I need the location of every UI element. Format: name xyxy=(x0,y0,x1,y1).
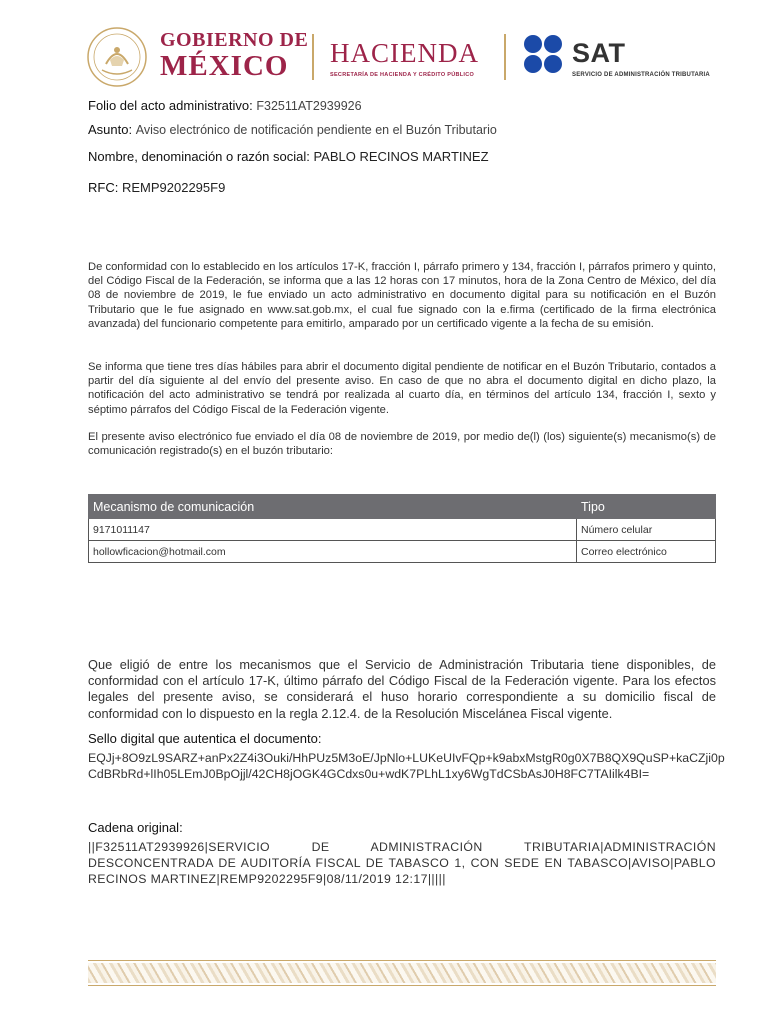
cadena-label: Cadena original: xyxy=(88,820,183,835)
nombre-field xyxy=(88,149,489,164)
table-cell-tipo: Correo electrónico xyxy=(577,541,716,563)
sat-dots-icon xyxy=(523,34,567,78)
rfc-label: RFC: xyxy=(88,180,119,195)
nombre-value: PABLO RECINOS MARTINEZ xyxy=(313,149,489,164)
rfc-value: REMP9202295F9 xyxy=(121,180,226,195)
gobierno-de-mexico-logo xyxy=(160,30,308,81)
footer-ornament xyxy=(88,958,716,988)
table-header-row xyxy=(89,495,716,519)
header-divider xyxy=(312,34,314,80)
asunto-label: Asunto: xyxy=(88,122,133,137)
paragraph-legal-effects: Que eligió de entre los mecanismos que el Servicio de Administración Tributaria tiene disponibles, de conformidad con el artículo 17-K, último párrafo del Código Fiscal de la Federación vigente. Para los efectos legales del presente aviso, se considerará el huso horario correspondiente a su domicilio fiscal de conformidad con lo dispuesto en la regla 2.12.4. de la Resolución Miscelánea Fiscal vigente. xyxy=(88,657,716,721)
sat-logo xyxy=(572,40,710,78)
nombre-label: Nombre, denominación o razón social: xyxy=(88,149,310,164)
asunto-field xyxy=(88,122,497,137)
sat-name: SAT xyxy=(572,38,626,68)
gobierno-line-1: GOBIERNO DE xyxy=(160,29,309,51)
mexico-coat-of-arms-icon xyxy=(86,26,148,88)
folio-label: Folio del acto administrativo: xyxy=(88,98,253,113)
footer-pattern xyxy=(88,963,716,983)
table-cell-tipo: Número celular xyxy=(577,519,716,541)
table-row xyxy=(89,519,716,541)
header-divider xyxy=(504,34,506,80)
paragraph-notification: De conformidad con lo establecido en los artículos 17-K, fracción I, párrafo primero y 134, fracción I, párrafos primero y quinto, del Código Fiscal de la Federación, se informa que a las 12 horas con 17 minutos, hora de la Zona Centro de México, del día 08 de noviembre de 2019, le fue enviado un acto administrativo en documento digital para su notificación en el Buzón Tributario que le fue asignado en www.sat.gob.mx, el cual fue signado con la e.firma (certificado de la firma electrónica avanzada) del funcionario competente para emitirlo, amparado por un certificado vigente a la fecha de su emisión. xyxy=(88,261,716,330)
folio-value: F32511AT2939926 xyxy=(256,99,362,113)
table-cell-mecanismo: 9171011147 xyxy=(89,519,577,541)
paragraph-sent-via: El presente aviso electrónico fue enviado el día 08 de noviembre de 2019, por medio de(l) (los) siguiente(s) mecanismo(s) de comunicación registrado(s) en el buzón tributario: xyxy=(88,431,716,458)
cadena-original-value: ||F32511AT2939926|SERVICIO DE ADMINISTRACIÓN TRIBUTARIA|ADMINISTRACIÓN DESCONCENTRADA DE AUDITORÍA FISCAL DE TABASCO 1, CON SEDE EN TABASCO|AVISO|PABLO RECINOS MARTINEZ|REMP9202295F9|08/11/2019 12:17||||| xyxy=(88,840,716,887)
hacienda-subtitle: SECRETARÍA DE HACIENDA Y CRÉDITO PÚBLICO xyxy=(330,72,475,78)
asunto-value: Aviso electrónico de notificación pendiente en el Buzón Tributario xyxy=(135,123,497,137)
sello-label: Sello digital que autentica el documento: xyxy=(88,731,322,746)
hacienda-name: HACIENDA xyxy=(330,38,479,68)
gobierno-line-2: MÉXICO xyxy=(160,50,289,82)
column-header-tipo: Tipo xyxy=(577,495,716,519)
folio-field xyxy=(88,98,362,113)
hacienda-logo xyxy=(330,40,479,78)
column-header-mecanismo: Mecanismo de comunicación xyxy=(89,495,577,519)
rfc-field xyxy=(88,180,225,195)
letterhead xyxy=(86,22,726,90)
footer-line xyxy=(88,960,716,961)
table-row xyxy=(89,541,716,563)
footer-line xyxy=(88,985,716,986)
sello-digital-value: EQJj+8O9zL9SARZ+anPx2Z4i3Ouki/HhPUz5M3oE/JpNlo+LUKeUIvFQp+k9abxMstgR0g0X7B8QX9QuSP+kaCZji0pCdBRbRd+lIh05LEmJ0BpOjjl/42CH8jOGK4GCdxs0u+wdK7PLhL1xy6WgTdCSbAsJ0H8FC7TAIilk4BI= xyxy=(88,751,725,782)
paragraph-deadline: Se informa que tiene tres días hábiles para abrir el documento digital pendiente de notificar en el Buzón Tributario, contados a partir del día siguiente al del envío del presente aviso. En caso de que no abra el documento digital en dicho plazo, la notificación del acto administrativo se tendrá por realizada al cuarto día, en términos del artículo 134, fracción I, sexto y séptimo párrafos del Código Fiscal de la Federación vigente. xyxy=(88,361,716,416)
table-cell-mecanismo: hollowficacion@hotmail.com xyxy=(89,541,577,563)
sat-subtitle: SERVICIO DE ADMINISTRACIÓN TRIBUTARIA xyxy=(572,72,710,78)
communication-mechanisms-table xyxy=(88,494,716,563)
